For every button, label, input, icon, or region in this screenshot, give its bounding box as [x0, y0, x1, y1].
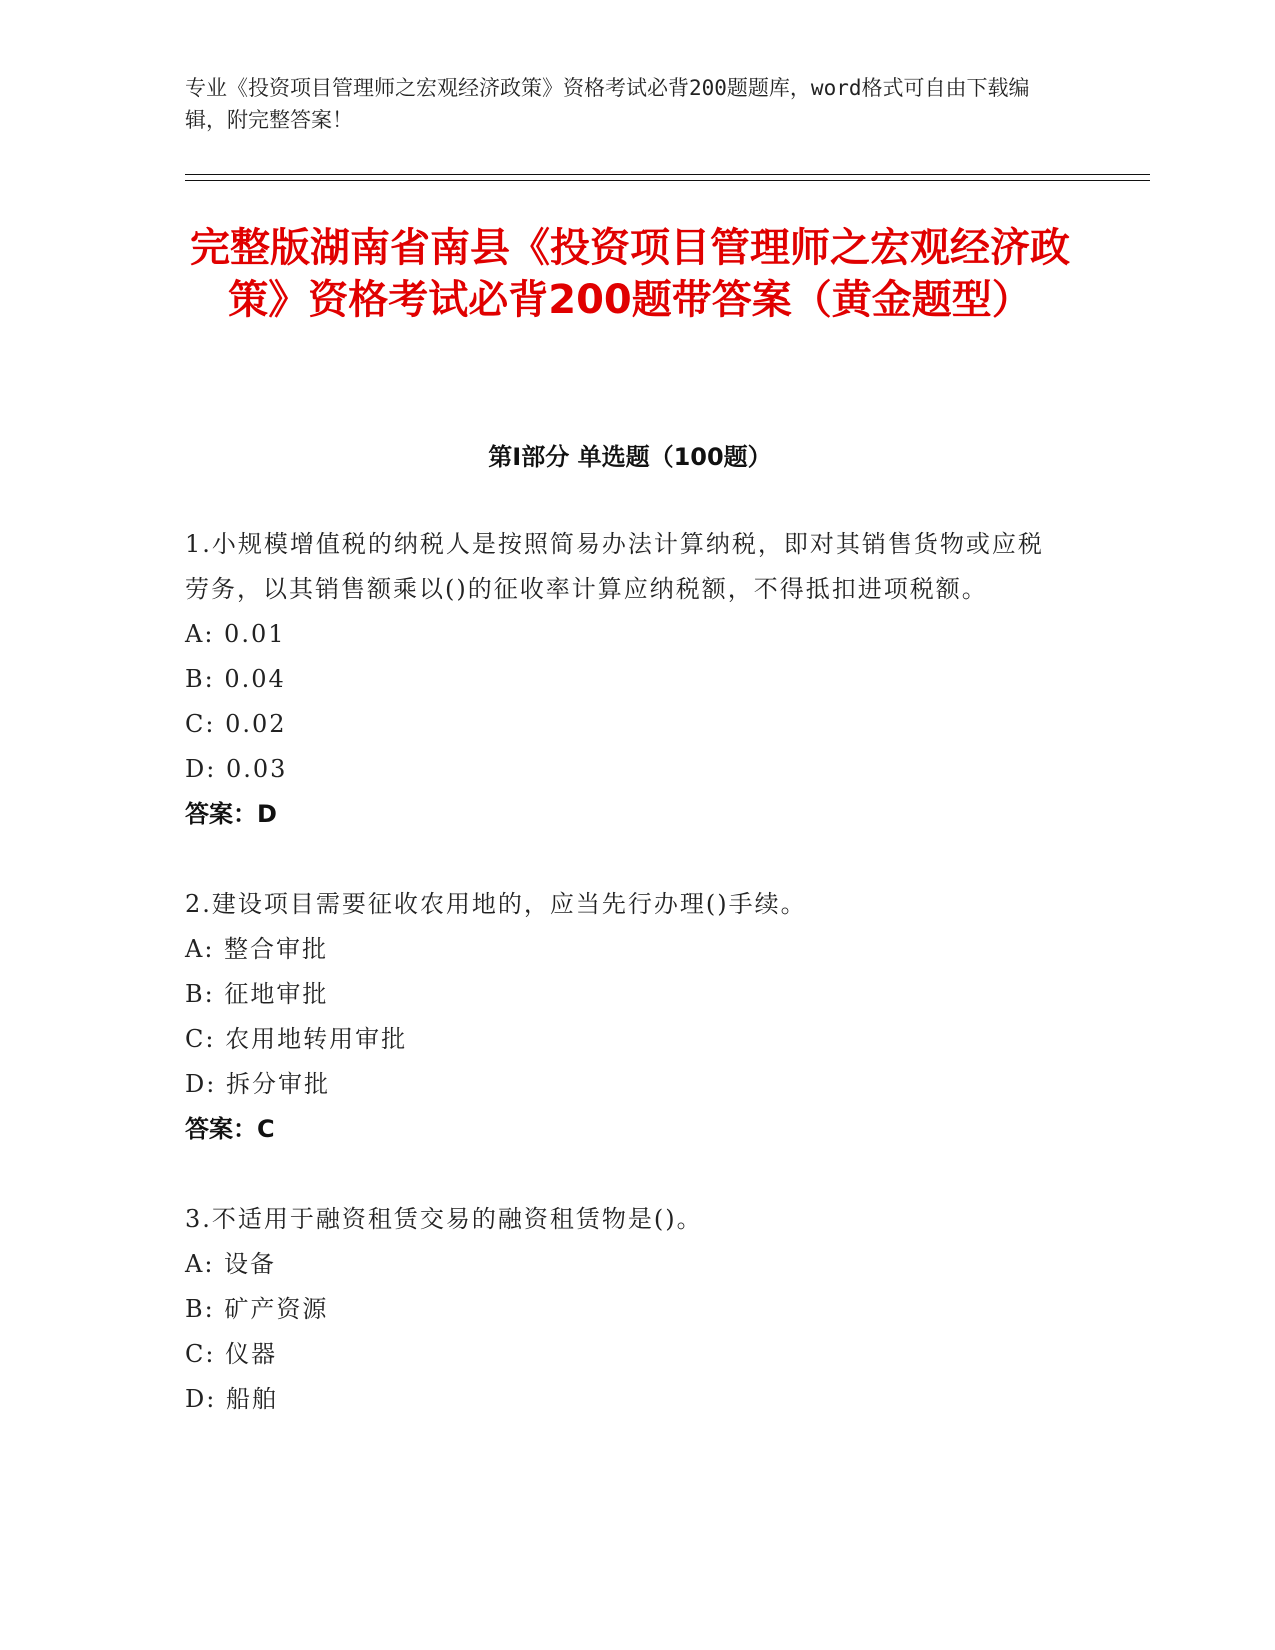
- option-d: D: 0.03: [185, 755, 288, 783]
- question-stem: 1.小规模增值税的纳税人是按照简易办法计算纳税，即对其销售货物或应税劳务，以其销售额乘以()的征收率计算应纳税额，不得抵扣进项税额。: [185, 530, 1044, 603]
- option-a: A: 设备: [185, 1250, 277, 1278]
- answer-line: 答案：D: [185, 800, 277, 828]
- question-stem: 3.不适用于融资租赁交易的融资租赁物是()。: [185, 1205, 703, 1233]
- answer-line: 答案：C: [185, 1115, 275, 1143]
- question-list: [185, 522, 1065, 1422]
- option-b: B: 征地审批: [185, 980, 329, 1008]
- header-note: 专业《投资项目管理师之宏观经济政策》资格考试必背200题题库，word格式可自由下载编辑，附完整答案！: [185, 76, 1030, 132]
- option-c: C: 农用地转用审批: [185, 1025, 408, 1053]
- question-stem: 2.建设项目需要征收农用地的，应当先行办理()手续。: [185, 890, 807, 918]
- option-d: D: 船舶: [185, 1385, 278, 1413]
- option-d: D: 拆分审批: [185, 1070, 330, 1098]
- section-heading: 第I部分 单选题（100题）: [488, 443, 772, 471]
- question-item: [185, 882, 1065, 1152]
- question-item: [185, 1197, 1065, 1422]
- option-c: C: 0.02: [185, 710, 287, 738]
- option-b: B: 0.04: [185, 665, 286, 693]
- option-a: A: 整合审批: [185, 935, 329, 963]
- header-divider-bottom: [185, 180, 1150, 181]
- header-divider-top: [185, 174, 1150, 175]
- document-title: 完整版湖南省南县《投资项目管理师之宏观经济政策》资格考试必背200题带答案（黄金题型）: [190, 225, 1070, 323]
- option-a: A: 0.01: [185, 620, 286, 648]
- option-b: B: 矿产资源: [185, 1295, 329, 1323]
- option-c: C: 仪器: [185, 1340, 278, 1368]
- question-item: [185, 522, 1065, 837]
